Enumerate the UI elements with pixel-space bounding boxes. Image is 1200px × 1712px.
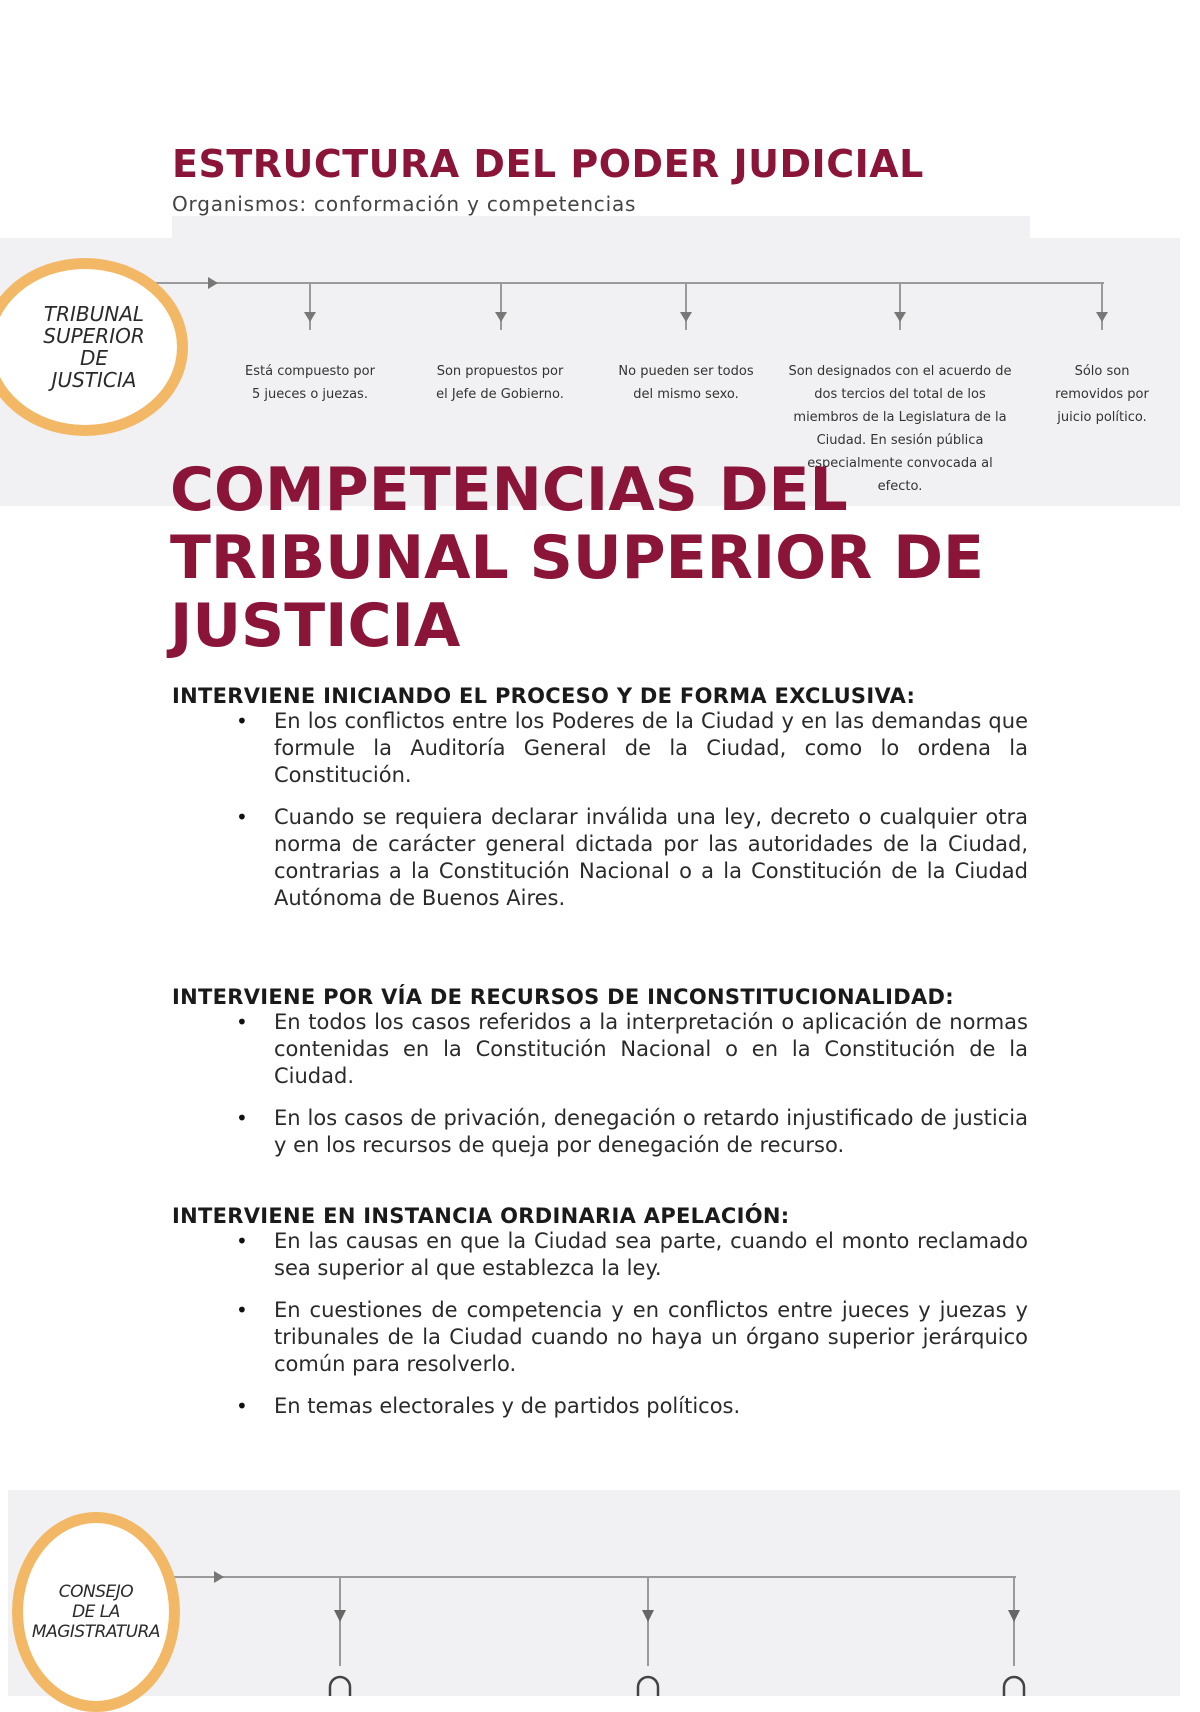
- tsj-branch-arrow-4: [894, 312, 906, 322]
- cm-main-arrow: [214, 1571, 224, 1583]
- competencias-heading: COMPETENCIAS DEL TRIBUNAL SUPERIOR DE JUSTICIA: [170, 455, 984, 661]
- cm-branch-arrow-2: [642, 1610, 654, 1622]
- list-item: • En temas electorales y de partidos políticos.: [172, 1393, 1028, 1420]
- cm-connector-icon-2: [638, 1677, 658, 1696]
- section-list: [172, 708, 1028, 912]
- list-item: • En cuestiones de competencia y en conflictos entre jueces y juezas y tribunales de la Ciudad cuando no haya un órgano superior jerárquico común para resolverlo.: [172, 1297, 1028, 1378]
- cm-branch-arrow-1: [334, 1610, 346, 1622]
- tsj-item-3: No pueden ser todos del mismo sexo.: [618, 364, 754, 402]
- tsj-branch-arrow-1: [304, 312, 316, 322]
- cm-connector-icon-3: [1004, 1677, 1024, 1696]
- list-item: • Cuando se requiera declarar inválida una ley, decreto o cualquier otra norma de carácter general dictada por las autoridades de la Ciudad, contrarias a la Constitución Nacional o a la Constitución de la Ciudad Autónoma de Buenos Aires.: [172, 804, 1028, 912]
- section-inconstitucionalidad: [172, 985, 1028, 1174]
- section-heading: INTERVIENE INICIANDO EL PROCESO Y DE FORMA EXCLUSIVA:: [172, 684, 916, 708]
- cm-connector-lines: [8, 1490, 1180, 1696]
- section-heading: INTERVIENE POR VÍA DE RECURSOS DE INCONSTITUCIONALIDAD:: [172, 985, 954, 1009]
- tsj-item-5: Sólo son removidos por juicio político.: [1055, 364, 1149, 425]
- list-item: • En todos los casos referidos a la interpretación o aplicación de normas contenidas en la Constitución Nacional o en la Constitución de la Ciudad.: [172, 1009, 1028, 1090]
- page-subtitle: Organismos: conformación y competencias: [172, 192, 637, 216]
- tsj-item-4: Son designados con el acuerdo de dos tercios del total de los miembros de la Legislatura de la Ciudad. En sesión pública especialmente convocada al efecto.: [788, 364, 1012, 494]
- list-item: • En las causas en que la Ciudad sea parte, cuando el monto reclamado sea superior al que establezca la ley.: [172, 1228, 1028, 1282]
- tsj-main-arrow: [208, 277, 218, 289]
- header-band: [172, 216, 1030, 238]
- tsj-branch-arrow-5: [1096, 312, 1108, 322]
- cm-branches: [340, 1577, 1014, 1666]
- cm-structure-diagram: [8, 1490, 1180, 1696]
- tsj-branch-arrow-3: [680, 312, 692, 322]
- tsj-branches: [310, 283, 1102, 330]
- section-list: [172, 1009, 1028, 1159]
- page-title: ESTRUCTURA DEL PODER JUDICIAL: [172, 142, 924, 186]
- tsj-circle-label: TRIBUNAL SUPERIOR DE JUSTICIA: [43, 302, 145, 392]
- section-heading: INTERVIENE EN INSTANCIA ORDINARIA APELACIÓN:: [172, 1204, 790, 1228]
- section-list: [172, 1228, 1028, 1420]
- cm-circle-label: CONSEJO DE LA MAGISTRATURA: [31, 1582, 161, 1642]
- list-item: • En los conflictos entre los Poderes de la Ciudad y en las demandas que formule la Auditoría General de la Ciudad, como lo ordena la Constitución.: [172, 708, 1028, 789]
- cm-branch-arrow-3: [1008, 1610, 1020, 1622]
- cm-circle-node: [12, 1512, 180, 1712]
- cm-connector-icon-1: [330, 1677, 350, 1696]
- tsj-branch-arrow-2: [495, 312, 507, 322]
- list-item: • En los casos de privación, denegación o retardo injustificado de justicia y en los recursos de queja por denegación de recurso.: [172, 1105, 1028, 1159]
- section-apelacion: [172, 1204, 1028, 1435]
- tsj-item-1: Está compuesto por 5 jueces o juezas.: [245, 364, 375, 402]
- tsj-item-2: Son propuestos por el Jefe de Gobierno.: [436, 364, 564, 402]
- section-exclusiva: [172, 684, 1028, 927]
